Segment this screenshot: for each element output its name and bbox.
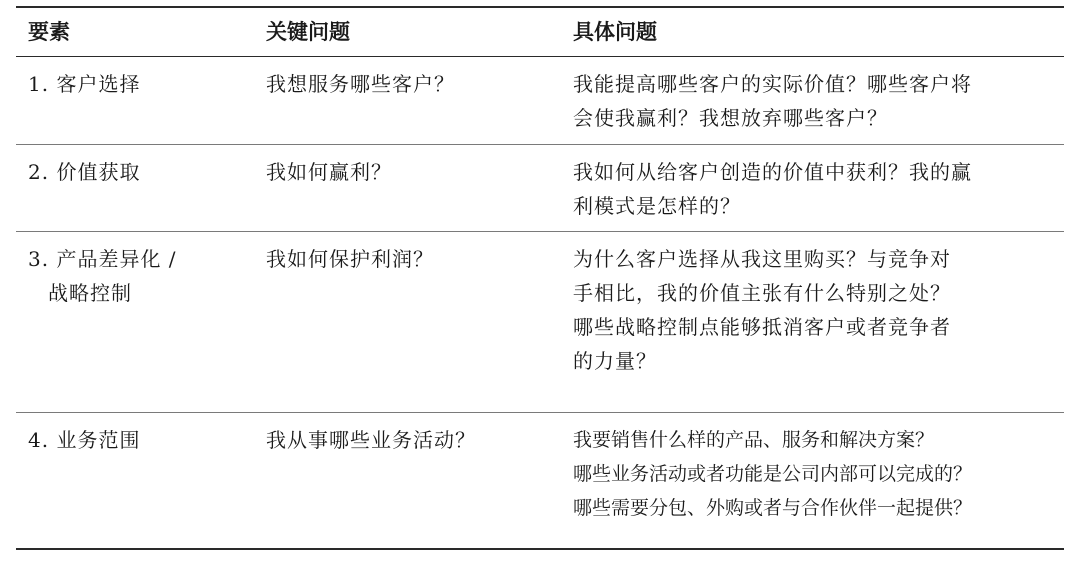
details-line: 我要销售什么样的产品、服务和解决方案？ <box>573 429 935 451</box>
element-cell <box>28 242 177 310</box>
details-line: 手相比，我的价值主张有什么特别之处？ <box>573 281 951 305</box>
key-question-cell: 我如何赢利？ <box>266 160 392 184</box>
element-text: 4. 业务范围 <box>28 428 141 452</box>
details-cell <box>573 242 1059 378</box>
details-line: 哪些战略控制点能够抵消客户或者竞争者 <box>573 315 951 339</box>
details-line: 我如何从给客户创造的价值中获利？我的赢 <box>573 160 972 184</box>
table-row <box>16 413 1064 548</box>
header-key-question: 关键问题 <box>266 20 350 44</box>
table-row <box>16 57 1064 145</box>
details-cell <box>573 67 1059 135</box>
details-line: 会使我赢利？我想放弃哪些客户？ <box>573 106 888 130</box>
details-line: 我能提高哪些客户的实际价值？哪些客户将 <box>573 72 972 96</box>
details-line: 为什么客户选择从我这里购买？与竞争对 <box>573 247 951 271</box>
element-text: 3. 产品差异化 / <box>28 247 177 271</box>
details-cell <box>573 423 1059 525</box>
key-question-cell: 我想服务哪些客户？ <box>266 72 455 96</box>
header-element: 要素 <box>28 20 70 44</box>
element-cell <box>28 423 140 457</box>
element-text: 2. 价值获取 <box>28 160 141 184</box>
details-line: 利模式是怎样的？ <box>573 194 741 218</box>
details-line: 的力量？ <box>573 349 657 373</box>
table-header <box>16 8 1064 57</box>
table-row <box>16 232 1064 413</box>
business-model-table <box>16 6 1064 550</box>
details-line: 哪些业务活动或者功能是公司内部可以完成的？ <box>573 463 973 485</box>
header-details: 具体问题 <box>573 20 657 44</box>
table-row <box>16 145 1064 232</box>
key-question-cell: 我从事哪些业务活动？ <box>266 428 476 452</box>
key-question-cell: 我如何保护利润？ <box>266 247 434 271</box>
element-cell <box>28 67 140 101</box>
details-line: 哪些需要分包、外购或者与合作伙伴一起提供？ <box>573 497 973 519</box>
details-cell <box>573 155 1059 223</box>
element-text: 战略控制 <box>48 281 132 305</box>
element-cell <box>28 155 140 189</box>
element-text: 1. 客户选择 <box>28 72 141 96</box>
